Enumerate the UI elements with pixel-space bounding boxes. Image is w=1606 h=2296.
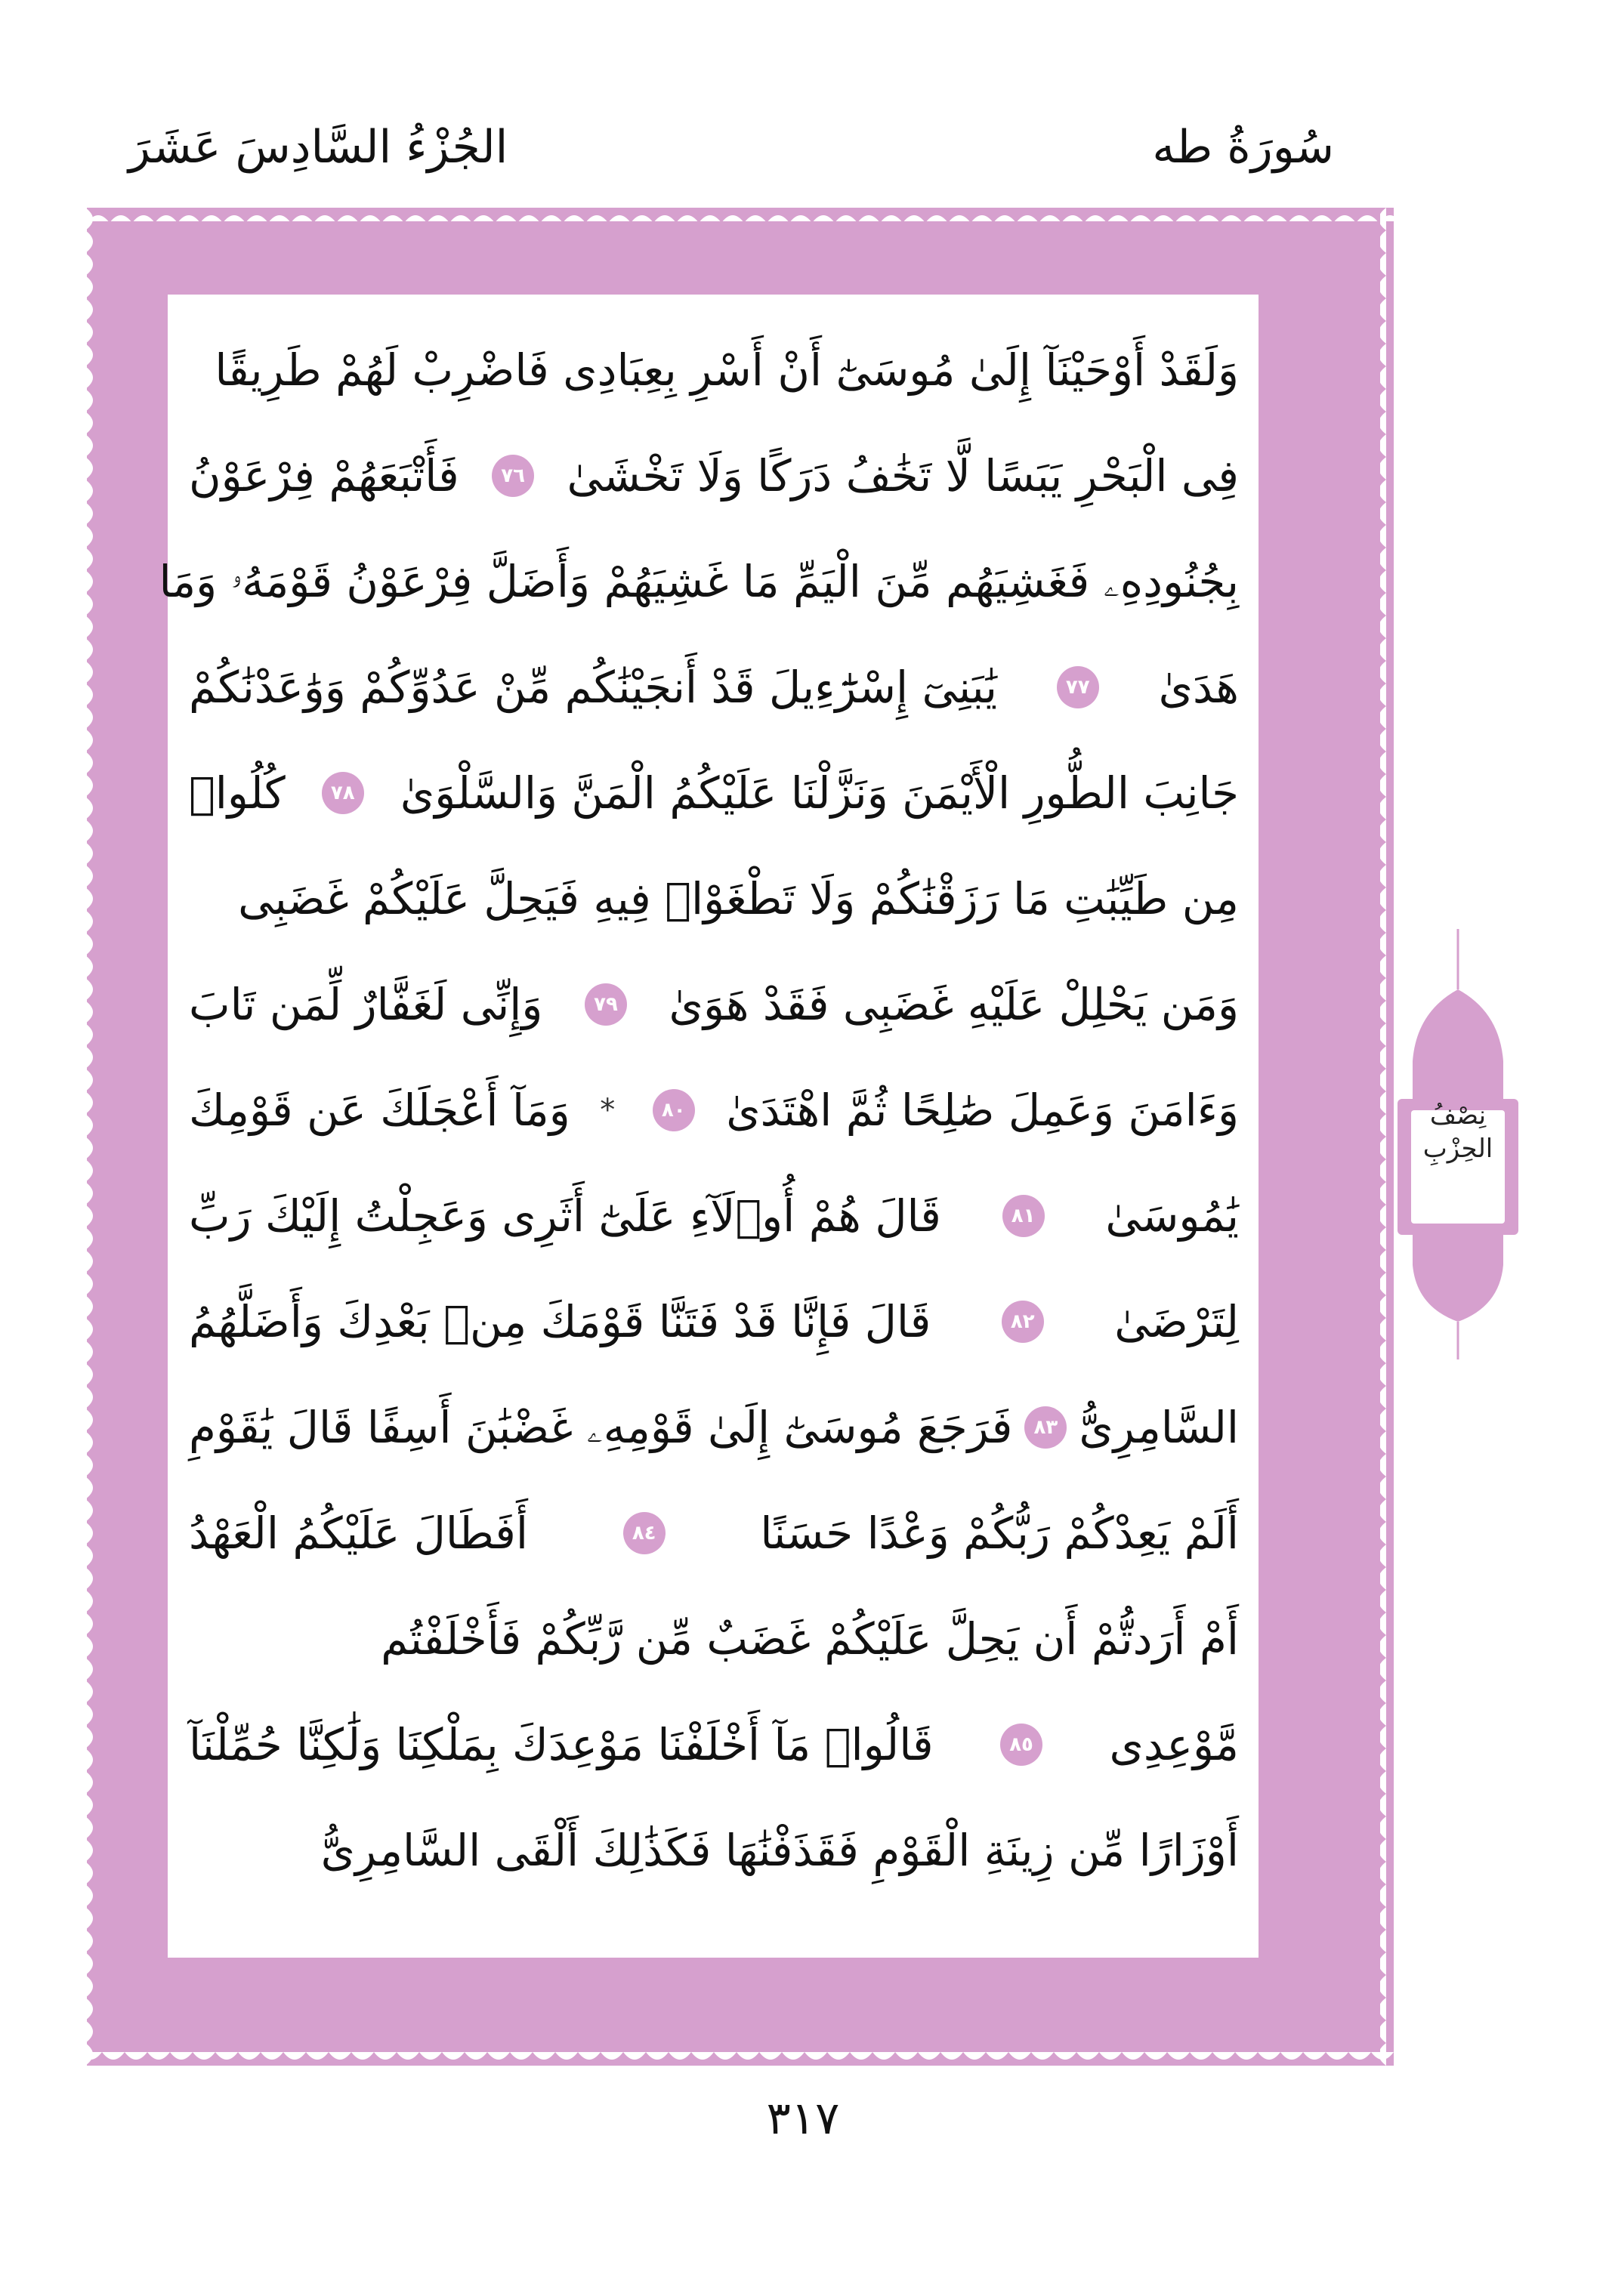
verse-text: وَإِنِّى لَغَفَّارٌ لِّمَن تَابَ xyxy=(189,979,543,1030)
juz-title: الجُزْءُ السَّادِسَ عَشَرَ xyxy=(128,121,508,174)
ayah-number-marker: ٨٤ xyxy=(623,1512,666,1554)
ayah-number-marker: ٨٢ xyxy=(1002,1301,1044,1343)
verse-text: يَٰمُوسَىٰ xyxy=(1105,1190,1239,1242)
verse-text: أَمْ أَرَدتُّمْ أَن يَحِلَّ عَلَيْكُمْ غَضَبٌ مِّن رَّبِّكُمْ فَأَخْلَفْتُم xyxy=(381,1613,1239,1665)
text-line xyxy=(189,1586,1239,1692)
hizb-label-line1: نِصْفُ xyxy=(1429,1100,1487,1131)
surah-title: سُورَةُ طه xyxy=(1152,121,1334,174)
text-line xyxy=(189,1798,1239,1903)
text-line xyxy=(189,846,1239,952)
star-icon: * xyxy=(600,1093,616,1128)
ayah-number-marker: ٧٦ xyxy=(492,455,534,497)
hizb-label-line2: الحِزْبِ xyxy=(1422,1134,1493,1164)
ayah-number-marker: ٨٣ xyxy=(1024,1406,1067,1449)
verse-text: كُلُوا۟ xyxy=(189,767,286,819)
verse-text: أَلَمْ يَعِدْكُمْ رَبُّكُمْ وَعْدًا حَسَنًا xyxy=(760,1508,1239,1559)
text-line xyxy=(189,1375,1239,1480)
verse-text: قَالَ هُمْ أُو۟لَآءِ عَلَىٰٓ أَثَرِى وَعَجِلْتُ إِلَيْكَ رَبِّ xyxy=(189,1190,941,1242)
verse-text: مِن طَيِّبَٰتِ مَا رَزَقْنَٰكُمْ وَلَا تَطْغَوْا۟ فِيهِ فَيَحِلَّ عَلَيْكُمْ غَضَبِى xyxy=(238,873,1239,924)
text-line xyxy=(189,740,1239,846)
verse-text: وَلَقَدْ أَوْحَيْنَآ إِلَىٰ مُوسَىٰٓ أَنْ أَسْرِ بِعِبَادِى فَاضْرِبْ لَهُمْ طَرِيقًا xyxy=(215,344,1239,396)
verse-text: فَرَجَعَ مُوسَىٰٓ إِلَىٰ قَوْمِهِۦ غَضْبَٰنَ أَسِفًا قَالَ يَٰقَوْمِ xyxy=(189,1402,1013,1453)
verse-text: هَدَىٰ xyxy=(1158,662,1239,713)
ayah-number-marker: ٨٥ xyxy=(1000,1724,1042,1766)
verse-text: قَالُوا۟ مَآ أَخْلَفْنَا مَوْعِدَكَ بِمَلْكِنَا وَلَٰكِنَّا حُمِّلْنَآ xyxy=(189,1719,934,1770)
quran-text xyxy=(159,317,1239,1903)
verse-text: السَّامِرِىُّ xyxy=(1079,1402,1239,1453)
text-line xyxy=(189,1163,1239,1269)
text-line xyxy=(189,1692,1239,1798)
verse-text: مَّوْعِدِى xyxy=(1109,1719,1239,1770)
text-line xyxy=(189,1269,1239,1375)
page-number: ٣١٧ xyxy=(766,2092,840,2145)
text-line xyxy=(159,529,1239,634)
verse-text: بِجُنُودِهِۦ فَغَشِيَهُم مِّنَ الْيَمِّ مَا غَشِيَهُمْ وَأَضَلَّ فِرْعَوْنُ قَوْمَهُۥ وَمَا xyxy=(159,556,1239,607)
verse-text: يَٰبَنِىٓ إِسْرَٰٓءِيلَ قَدْ أَنجَيْنَٰكُم مِّنْ عَدُوِّكُمْ وَوَٰعَدْنَٰكُمْ xyxy=(189,662,997,713)
verse-text: فِى الْبَحْرِ يَبَسًا لَّا تَخَٰفُ دَرَكًا وَلَا تَخْشَىٰ xyxy=(567,450,1239,501)
text-line xyxy=(189,423,1239,529)
verse-text: وَءَامَنَ وَعَمِلَ صَٰلِحًا ثُمَّ اهْتَدَىٰ xyxy=(726,1085,1239,1136)
text-line xyxy=(189,1480,1239,1586)
text-line xyxy=(189,1057,1239,1163)
verse-text: لِتَرْضَىٰ xyxy=(1114,1296,1239,1347)
ayah-number-marker: ٧٨ xyxy=(322,772,364,814)
verse-text: أَوْزَارًا مِّن زِينَةِ الْقَوْمِ فَقَذَفْنَٰهَا فَكَذَٰلِكَ أَلْقَى السَّامِرِىُّ xyxy=(320,1825,1239,1876)
ayah-number-marker: ٨٠ xyxy=(653,1089,695,1131)
text-line xyxy=(189,317,1239,423)
ayah-number-marker: ٧٩ xyxy=(585,983,627,1026)
verse-text: وَمَن يَحْلِلْ عَلَيْهِ غَضَبِى فَقَدْ هَوَىٰ xyxy=(669,979,1239,1030)
verse-text: قَالَ فَإِنَّا قَدْ فَتَنَّا قَوْمَكَ مِنۢ بَعْدِكَ وَأَضَلَّهُمُ xyxy=(189,1296,931,1347)
verse-text: جَانِبَ الطُّورِ الْأَيْمَنَ وَنَزَّلْنَا عَلَيْكُمُ الْمَنَّ وَالسَّلْوَىٰ xyxy=(400,767,1239,819)
verse-text: وَمَآ أَعْجَلَكَ عَن قَوْمِكَ xyxy=(189,1085,570,1136)
text-line xyxy=(189,634,1239,740)
verse-text: فَأَتْبَعَهُمْ فِرْعَوْنُ xyxy=(189,450,459,501)
hizb-label xyxy=(1419,1099,1497,1165)
text-line xyxy=(189,952,1239,1057)
ayah-number-marker: ٨١ xyxy=(1002,1195,1045,1237)
verse-text: أَفَطَالَ عَلَيْكُمُ الْعَهْدُ xyxy=(189,1508,529,1559)
ayah-number-marker: ٧٧ xyxy=(1057,666,1099,708)
